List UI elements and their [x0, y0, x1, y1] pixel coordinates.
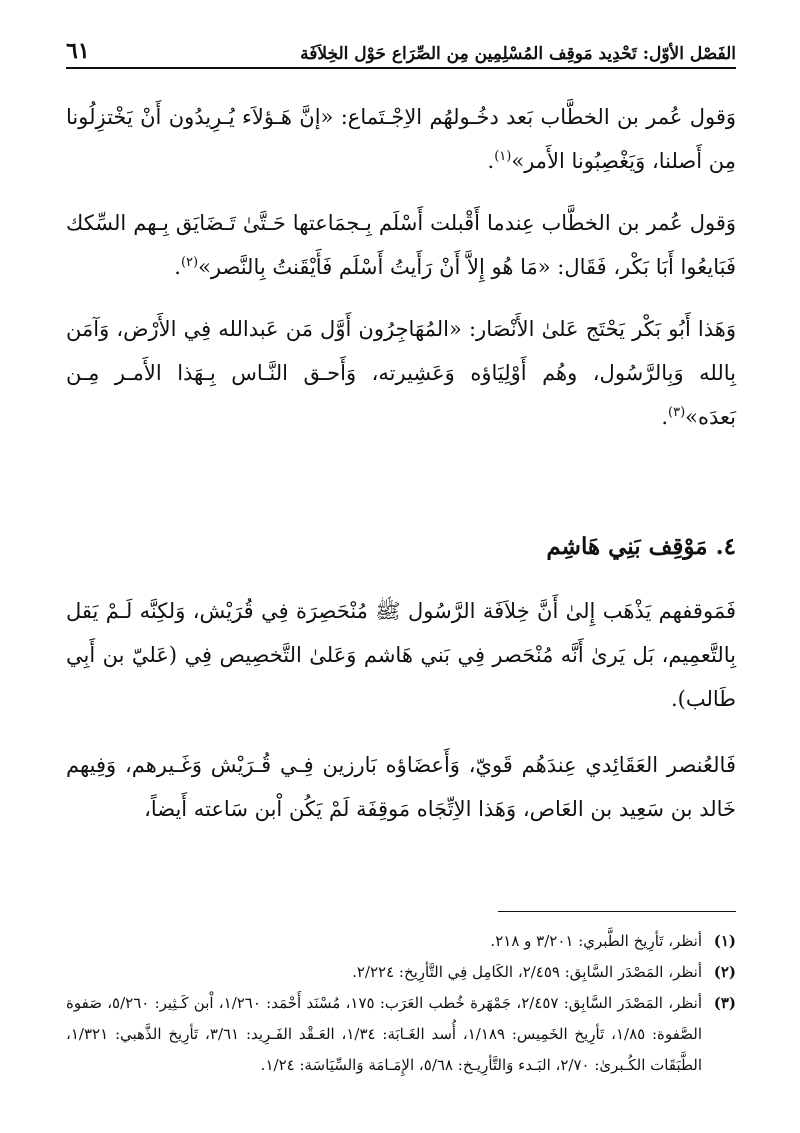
page-header — [66, 30, 736, 64]
paragraph-1-end: . — [487, 149, 495, 173]
paragraph-1-text: وَقول عُمر بن الخطَّاب بَعد دخُـولهُم الاِجْـتَماع: «إنَّ هَـؤلاَء يُـرِيدُون أَنْ يَخْتزِلُونا مِن أَصلنا، وَيَغْصِبُونا الأَمر» — [66, 105, 736, 173]
running-title: الفَصْل الأوّل: تَحْدِيد مَوقِف المُسْلِمِين مِن الصِّرَاع حَوْل الخِلاَفَة — [300, 44, 736, 64]
paragraph-3-text: وَهَذا أَبُو بَكْر يَحْتَج عَلىٰ الأَنْصَار: «المُهَاجِرُون أَوَّل مَن عَبدالله فِي الأَرْض، وَآمَن بِالله وَبِالرَّسُول، وهُم أَوْلِيَاؤه وَعَشِيرته، وَأَحـق النَّـاس بِـهَذا الأَمـر مِـن بَعدَه» — [66, 317, 736, 429]
paragraph-2 — [66, 201, 736, 289]
footnote-3-number: (٣) — [713, 994, 736, 1012]
footnote-1-number: (١) — [713, 932, 736, 950]
paragraph-2-end: . — [174, 255, 181, 279]
footnote-1 — [66, 926, 736, 957]
paragraph-4: فَمَوقفهم يَذْهَب إِلىٰ أَنَّ خِلاَفَة الرَّسُول ﷺ مُنْحَصِرَة فِي قُرَيْش، وَلكِنَّه لَـمْ يَقل بِالتَّعمِيم، بَل يَرىٰ أَنَّه مُنْحَصر فِي بَني هَاشم وَعَلىٰ التَّخصِيص فِي (عَليّ بن أَبِي طَالب). — [66, 599, 736, 711]
footnote-3 — [66, 988, 736, 1081]
footnote-ref-2[interactable]: (٢) — [180, 255, 199, 270]
footnote-2-text: أنظر، المَصْدَر السَّابِق: ٢/٤٥٩، الكَامِل فِي التَّأرِيخ: ٢/٢٢٤. — [352, 963, 702, 981]
footnote-2 — [66, 957, 736, 988]
footnote-1-text: أنظر، تَأرِيخ الطَّبري: ٣/٢٠١ و ٢١٨. — [490, 932, 702, 950]
paragraph-3 — [66, 307, 736, 439]
header-rule — [66, 67, 736, 69]
footnote-ref-1[interactable]: (١) — [494, 149, 512, 164]
paragraph-2-text: وَقول عُمر بن الخطَّاب عِندما أَقْبلت أَسْلَم بِـجمَاعتها حَـتَّىٰ تَـضَايَق بِـهم السِّكك فَبَايعُوا أَبَا بَكْر، فَقَال: «مَا هُو إِلاَّ أَنْ رَأَيتُ أَسْلَم فَأَيْقَنتُ بِالنَّصر» — [66, 211, 736, 279]
footnote-3-text: أنظر، المَصْدَر السَّابِق: ٢/٤٥٧، جَمْهَرة خُطب العَرَب: ١٧٥، مُسْنَد أَحْمَد: ١/٢٦٠، اْبن كَـثِير: ٥/٢٦٠، صَفوة الصَّفوة: ١/٨٥، تَأرِيخ الخَمِيس: ١/١٨٩، أُسد الغَـابَة: ١/٣٤، العَـقْد الفَـرِيد: ٣/٦١، تَأرِيخ الذَّهبي: ١/٣٢١، الطَّبَقَات الكُـبرىٰ: ٢/٧٠، البَـدء وَالتَّأرِيـخ: ٥/٦٨، الإِمَـامَة وَالسِّيَاسَة: ١/٢٤. — [66, 994, 703, 1074]
footnote-ref-3[interactable]: (٣) — [668, 405, 686, 420]
footnote-2-number: (٢) — [713, 963, 736, 981]
section-heading: ٤. مَوْقِف بَنِي هَاشِم — [546, 533, 736, 560]
paragraph-5: فَالعُنصر العَقَائِدي عِندَهُم قَويّ، وَأَعضَاؤه بَارزين فِـي قُـرَيْش وَغَـيرهم، وَفِيهم خَالد بن سَعِيد بن العَاص، وَهَذا الاِتِّجَاه مَوقِفَة لَمْ يَكُن اْبن سَاعته أَيضاً، — [66, 753, 736, 821]
footnotes — [66, 926, 736, 1081]
paragraph-1 — [66, 95, 736, 183]
paragraph-3-end: . — [661, 405, 668, 429]
page — [66, 30, 736, 1081]
page-number: ٦١ — [66, 38, 90, 64]
footnote-separator — [498, 911, 736, 912]
